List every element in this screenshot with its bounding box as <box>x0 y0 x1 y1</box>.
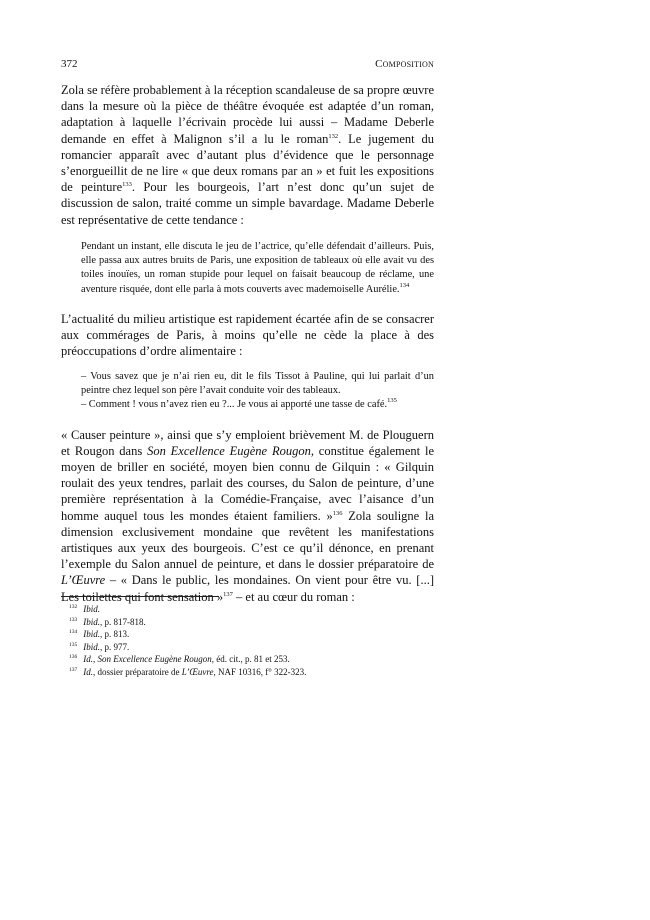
paragraph-1-text-c: . Pour les bourgeois, l’art n’est donc qu’un sujet de discussion de salon, traité comme un simple bavardage. Madame Deberle est représentative de cette tendance : <box>61 180 434 227</box>
paragraph-3-text-e: – et au cœur du roman : <box>232 589 355 604</box>
footnote-ref-136: 136 <box>332 509 343 517</box>
block-quote-2 <box>81 370 434 413</box>
footnote-number: 132 <box>69 604 78 610</box>
main-text <box>61 82 434 605</box>
footnote-text: , <box>93 654 98 665</box>
paragraph-3 <box>61 427 434 605</box>
footnote-number: 134 <box>69 629 78 636</box>
footnote-133 <box>69 616 429 629</box>
footnote-text: , p. 813. <box>100 629 130 640</box>
title-loeuvre: L’Œuvre <box>61 573 106 588</box>
footnote-separator <box>61 596 219 597</box>
footnote-number: 137 <box>69 666 78 673</box>
dialog-line-2-text: – Comment ! vous n’avez rien eu ?... Je vous ai apporté une tasse de café. <box>81 399 388 411</box>
footnote-132 <box>69 603 429 616</box>
running-title: Composition <box>375 58 434 70</box>
footnote-italic: Id. <box>83 654 93 665</box>
footnote-ref-134: 134 <box>399 281 410 289</box>
footnote-italic-title: Son Excellence Eugène Rougon <box>97 654 212 665</box>
footnote-ref-135: 135 <box>387 397 397 405</box>
footnote-134 <box>69 628 429 641</box>
dialog-line-2 <box>81 398 434 412</box>
footnote-italic: Ibid. <box>83 641 100 652</box>
paragraph-1-text-a: Zola se réfère probablement à la réception scandaleuse de sa propre œuvre dans la mesure où la pièce de théâtre évoquée est adaptée d’un roman, adaptation à laquelle l’écrivain procède lui aussi – Madame Deberle demande en effet à Malignon s’il a lu le roman <box>61 83 434 146</box>
page-header <box>61 58 434 74</box>
footnote-ref-132: 132 <box>328 132 339 140</box>
paragraph-1 <box>61 82 434 228</box>
footnote-italic: Id. <box>83 666 93 677</box>
footnote-ref-137: 137 <box>223 590 233 598</box>
footnote-text-tail: , éd. cit., p. 81 et 253. <box>211 654 290 665</box>
footnote-136 <box>69 653 429 666</box>
paragraph-3-text-d: – « Dans le public, les mondaines. On vient pour être vu. [...] Les toilettes qui font sensation » <box>61 573 434 604</box>
footnote-number: 136 <box>69 654 78 661</box>
footnotes <box>69 603 429 679</box>
paragraph-3-text-b: , constitue également le moyen de briller en société, moyen bien connu de Gilquin : « Gilquin roulait des yeux tendres, parlait des courses, du Salon de peinture, d’une première représentation à la Comédie-Française, avec l’aisance d’un homme auquel tous les mondes étaient familiers. » <box>61 443 434 523</box>
footnote-number: 133 <box>69 616 78 623</box>
footnote-text-tail: , NAF 10316, f° 322-323. <box>213 666 307 677</box>
footnote-italic-title: L’Œuvre <box>181 666 214 677</box>
page-number: 372 <box>61 58 78 70</box>
paragraph-3-text-a: « Causer peinture », ainsi que s’y emploient brièvement M. de Plouguern et Rougon dans <box>61 427 434 458</box>
block-quote-1 <box>81 240 434 297</box>
footnote-text: , p. 817-818. <box>100 616 146 627</box>
paragraph-2: L’actualité du milieu artistique est rapidement écartée afin de se consacrer aux commérages de Paris, à moins qu’elle ne cède la place à des préoccupations d’ordre alimentaire : <box>61 312 434 359</box>
block-quote-1-text: Pendant un instant, elle discuta le jeu de l’actrice, qu’elle défendait d’ailleurs. Puis, elle passa aux autres bruits de Paris, une exposition de tableaux où elle avait vu des toiles inouïes, un roman stupide pour lequel on faisait beaucoup de réclame, une aventure risquée, dont elle parla à mots couverts avec mademoiselle Aurélie. <box>81 240 434 295</box>
paragraph-1-text-b: . Le jugement du romancier apparaît avec d’autant plus d’évidence que le personnage s’enorgueillit de ne lire « que deux romans par an » et fuit les expositions de peinture <box>61 131 434 195</box>
footnote-ref-133: 133 <box>122 181 132 189</box>
footnote-italic: Ibid. <box>83 629 100 640</box>
footnote-137 <box>69 666 429 679</box>
footnote-135 <box>69 641 429 654</box>
footnote-text: , p. 977. <box>100 641 130 652</box>
dialog-line-1: – Vous savez que je n’ai rien eu, dit le fils Tissot à Pauline, qui lui parlait d’un peintre chez lequel son père l’avait conduite voir des tableaux. <box>81 370 434 396</box>
paragraph-3-text-c: Zola souligne la dimension exclusivement mondaine que revêtent les manifestations artistiques aux yeux des bourgeois. C’est ce qu’il dénonce, en prenant l’exemple du Salon annuel de peinture, et dans le dossier préparatoire de <box>61 508 434 572</box>
footnote-italic: Ibid. <box>83 616 100 627</box>
footnote-text: , dossier préparatoire de <box>93 666 182 677</box>
title-son-excellence: Son Excellence Eugène Rougon <box>147 443 311 458</box>
footnote-italic: Ibid. <box>83 604 100 614</box>
footnote-number: 135 <box>69 641 78 648</box>
